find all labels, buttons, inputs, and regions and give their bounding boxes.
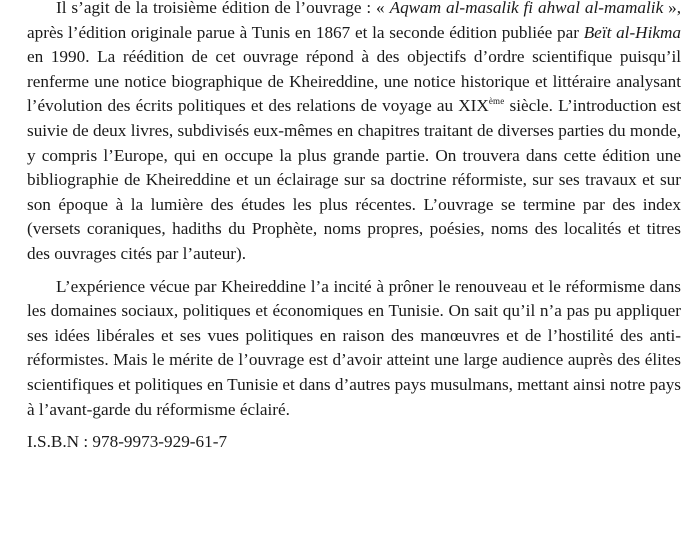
intro-text-3: en 1990. La réédition de cet ouvrage répond à des objectifs d’ordre scientifique puisqu’il renferme une notice biographique de Kheireddine, une notice historique et littéraire analysant l’évolution des écrits politiques et des relations de voyage au XIX — [27, 47, 681, 116]
paragraph-intro — [27, 0, 681, 267]
intro-text-4: siècle. L’introduction est suivie de deux livres, subdivisés eux-mêmes en chapitres traitant de diverses parties du monde, y compris l’Europe, qui en occupe la plus grande partie. On trouvera dans cette édition une bibliographie de Kheireddine et un éclairage sur sa doctrine réformiste, sur ses travaux et sur son époque à la lumière des études les plus récentes. L’ouvrage se termine par des index (versets coraniques, hadiths du Prophète, noms propres, poésies, noms des localités et titres des ouvrages cités par l’auteur). — [27, 96, 681, 263]
intro-text-2: », après l’édition originale parue à Tunis en 1867 et la seconde édition publiée par — [27, 0, 682, 42]
superscript-eme: ème — [488, 95, 505, 106]
intro-text-1: Il s’agit de la troisième édition de l’ouvrage : « — [56, 0, 390, 17]
publisher-name: Beït al-Hikma — [583, 22, 681, 42]
document-body — [27, 0, 681, 455]
isbn-line: I.S.B.N : 978-9973-929-61-7 — [27, 432, 228, 452]
paragraph-reformism: L’expérience vécue par Kheireddine l’a incité à prôner le renouveau et le réformisme dans les domaines sociaux, politiques et économiques en Tunisie. On sait qu’il n’a pas pu appliquer ses idées libérales et ses vues politiques en raison des manœuvres et de l’hostilité des anti-réformistes. Mais le mérite de l’ouvrage est d’avoir atteint une large audience auprès des élites scientifiques et politiques en Tunisie et dans d’autres pays musulmans, mettant ainsi notre pays à l’avant-garde du réformisme éclairé. — [27, 276, 681, 419]
book-title: Aqwam al-masalik fi ahwal al-mamalik — [389, 0, 664, 17]
